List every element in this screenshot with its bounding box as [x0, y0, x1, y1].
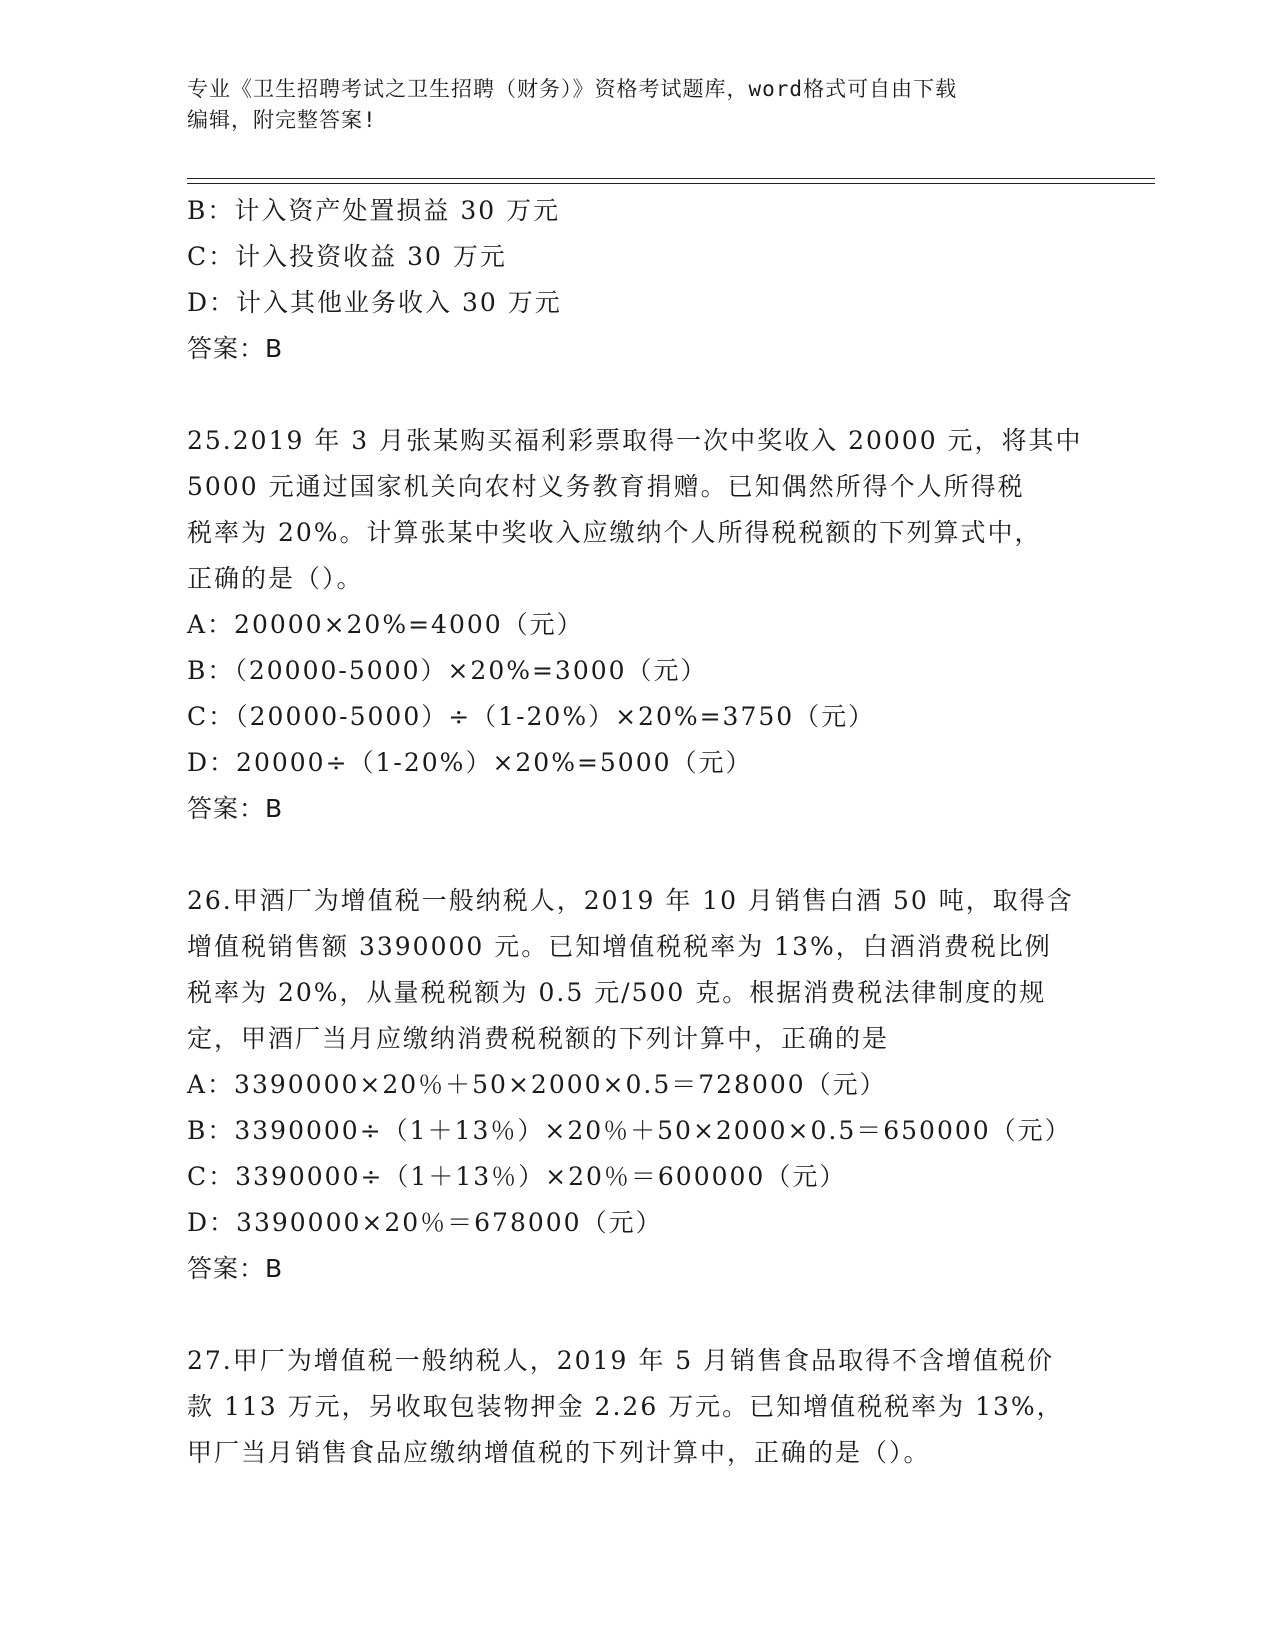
- option-c: C：计入投资收益 30 万元: [187, 242, 507, 271]
- question-stem-line: 25.2019 年 3 月张某购买福利彩票取得一次中奖收入 20000 元，将其中: [187, 426, 1083, 455]
- question-stem-line: 税率为 20%，从量税税额为 0.5 元/500 克。根据消费税法律制度的规: [187, 978, 1047, 1007]
- question-stem-line: 款 113 万元，另收取包装物押金 2.26 万元。已知增值税税率为 13%，: [187, 1392, 1064, 1421]
- option-c: C：（20000-5000）÷（1-20%）×20%=3750（元）: [187, 702, 876, 731]
- option-b: B：3390000÷（1＋13％）×20％＋50×2000×0.5＝650000（元）: [187, 1116, 1072, 1145]
- question-stem-line: 定，甲酒厂当月应缴纳消费税税额的下列计算中，正确的是: [187, 1024, 890, 1053]
- question-stem-line: 正确的是（）。: [187, 564, 364, 593]
- document-header: [187, 74, 1087, 136]
- prev-question: [187, 188, 1087, 372]
- question-stem-line: 税率为 20%。计算张某中奖收入应缴纳个人所得税税额的下列算式中，: [187, 518, 1042, 547]
- option-d: D：计入其他业务收入 30 万元: [187, 288, 562, 317]
- header-line-1: 专业《卫生招聘考试之卫生招聘（财务）》资格考试题库，word格式可自由下载: [187, 77, 958, 101]
- question-stem-line: 甲厂当月销售食品应缴纳增值税的下列计算中，正确的是（）。: [187, 1438, 931, 1467]
- header-rule-bottom: [187, 183, 1155, 184]
- question-content: [187, 188, 1087, 1476]
- answer-line: 答案：B: [187, 334, 284, 363]
- header-line-2: 编辑，附完整答案!: [187, 108, 377, 132]
- option-d: D：20000÷（1-20%）×20%=5000（元）: [187, 748, 753, 777]
- header-rule-top: [187, 178, 1155, 179]
- question-27: [187, 1338, 1087, 1476]
- answer-line: 答案：B: [187, 794, 284, 823]
- option-c: C：3390000÷（1＋13％）×20％＝600000（元）: [187, 1162, 847, 1191]
- answer-line: 答案：B: [187, 1254, 284, 1283]
- spacer: [187, 832, 1087, 878]
- spacer: [187, 1292, 1087, 1338]
- question-25: [187, 418, 1087, 832]
- option-b: B：计入资产处置损益 30 万元: [187, 196, 561, 225]
- question-stem-line: 5000 元通过国家机关向农村义务教育捐赠。已知偶然所得个人所得税: [187, 472, 1025, 501]
- question-stem-line: 增值税销售额 3390000 元。已知增值税税率为 13%，白酒消费税比例: [187, 932, 1052, 961]
- question-stem-line: 27.甲厂为增值税一般纳税人，2019 年 5 月销售食品取得不含增值税价: [187, 1346, 1055, 1375]
- spacer: [187, 372, 1087, 418]
- question-stem-line: 26.甲酒厂为增值税一般纳税人，2019 年 10 月销售白酒 50 吨，取得含: [187, 886, 1074, 915]
- option-a: A：20000×20%=4000（元）: [187, 610, 584, 639]
- option-a: A：3390000×20％＋50×2000×0.5＝728000（元）: [187, 1070, 887, 1099]
- question-26: [187, 878, 1087, 1292]
- option-b: B：（20000-5000）×20%=3000（元）: [187, 656, 708, 685]
- option-d: D：3390000×20％＝678000（元）: [187, 1208, 663, 1237]
